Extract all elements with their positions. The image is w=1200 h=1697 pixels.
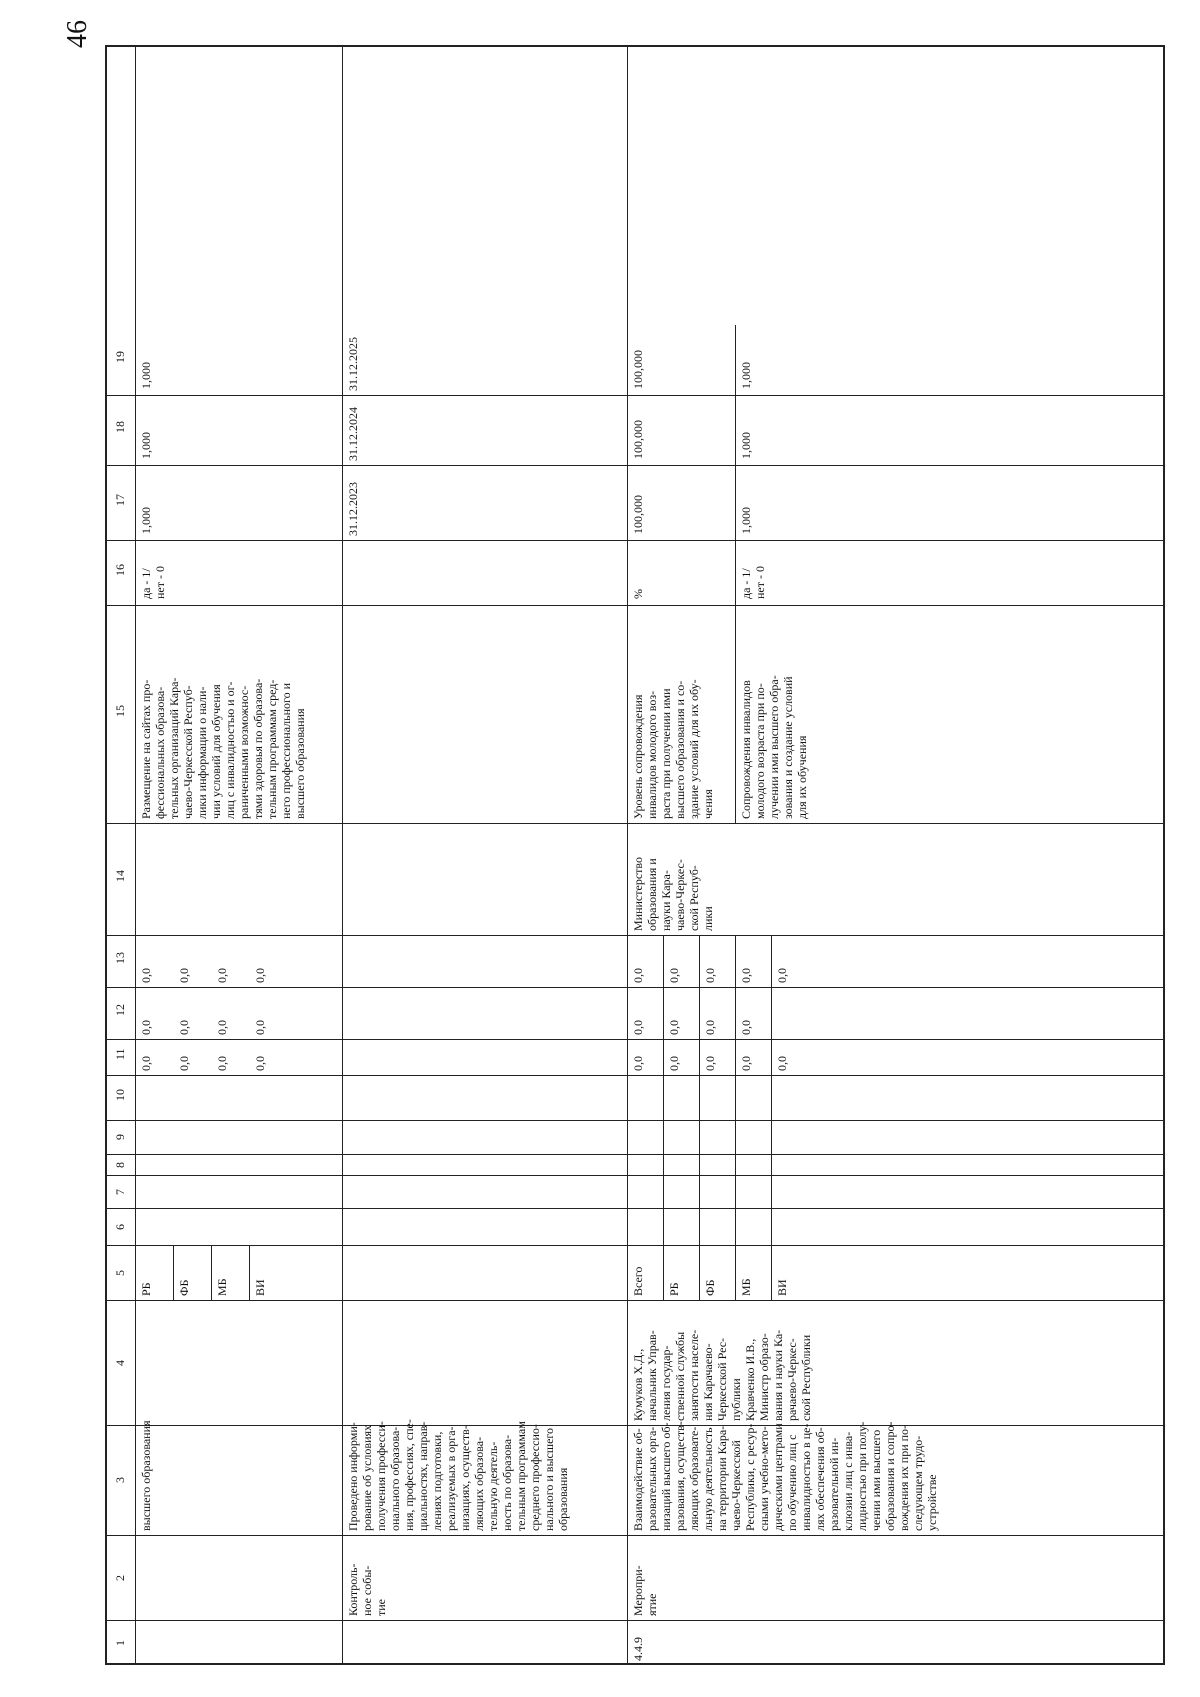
- grid-line: [105, 45, 107, 1665]
- column-number-13: 13: [113, 952, 127, 964]
- rotated-table: [105, 45, 1165, 1665]
- grid-line: [105, 605, 1165, 606]
- row-c-ind2-col19: 1,000: [739, 362, 753, 389]
- row-b-col19: 31.12.2025: [346, 337, 360, 391]
- grid-line: [627, 45, 628, 1665]
- column-number-4: 4: [113, 1360, 127, 1366]
- row-a-source-1: ФБ: [177, 1279, 191, 1296]
- column-number-8: 8: [113, 1162, 127, 1168]
- column-number-18: 18: [113, 421, 127, 433]
- row-c-col12-2: 0,0: [703, 1020, 717, 1035]
- row-c-col13-4: 0,0: [775, 968, 789, 983]
- row-c-ind1-col17: 100,000: [631, 495, 645, 534]
- row-c-ind2-col18: 1,000: [739, 432, 753, 459]
- grid-line: [105, 1075, 1165, 1076]
- column-number-17: 17: [113, 494, 127, 506]
- row-b-col2: Контроль- ное собы- тие: [346, 1563, 388, 1616]
- grid-line: [105, 1535, 1165, 1536]
- row-c-ind1-col16: %: [631, 589, 645, 599]
- grid-line: [105, 1620, 1165, 1621]
- row-c-source-4: ВИ: [775, 1279, 789, 1296]
- row-c-col1: 4.4.9: [631, 1637, 645, 1661]
- row-c-ind2-col16: да - 1/ нет - 0: [739, 566, 767, 599]
- column-number-5: 5: [113, 1270, 127, 1276]
- column-number-7: 7: [113, 1189, 127, 1195]
- row-c-ind2-col15: Сопровождения инвалидов молодого возраста при по- лучении ими высшего обра- зования и создание условий для их обучения: [739, 675, 809, 819]
- row-a-source-2: МБ: [215, 1278, 229, 1296]
- row-c-col3: Взаимодействие об- разовательных орга- низаций высшего об- разования, осуществ- ляющих образовате- льную деятельность на территории Кара- чаево-Черкесской Республики, с ресур- сными учебно-мето- дическими центрами по обучению лиц с инвалидностью в це- лях обеспечения об- разовательной ин- клюзии лиц с инва- лидностью при полу- чении ими высшего образования и сопро- вождения их при по- следующем трудо- устройстве: [631, 1421, 939, 1531]
- grid-line: [105, 1245, 1165, 1246]
- grid-line: [105, 1039, 1165, 1040]
- row-c-col14: Министерство образования и науки Кара- чаево-Черкес- ской Респуб- лики: [631, 857, 715, 931]
- column-number-1: 1: [113, 1640, 127, 1646]
- grid-line: [735, 325, 736, 823]
- grid-line: [771, 935, 772, 1300]
- row-a-col12-2: 0,0: [215, 1020, 229, 1035]
- row-a-col13-1: 0,0: [177, 968, 191, 983]
- row-c-col12-1: 0,0: [667, 1020, 681, 1035]
- grid-line: [105, 540, 1165, 541]
- row-c-col13-3: 0,0: [739, 968, 753, 983]
- grid-line: [1163, 45, 1165, 1665]
- row-a-col11-1: 0,0: [177, 1056, 191, 1071]
- grid-line: [249, 1245, 250, 1300]
- row-b-col17: 31.12.2023: [346, 482, 360, 536]
- row-b-col3: Проведено информи- рование об условиях получения професси- онального образова- ния, профессиях, спе- циальностях, направ- лениях подготовки, реализуемых в орга- низациях, осуществ- ляющих образова- тельную деятель- ность по образова- тельным программам среднего профессио- нального и высшего образования: [346, 1419, 570, 1531]
- row-a-col16: да - 1/ нет - 0: [139, 566, 167, 599]
- column-number-12: 12: [113, 1004, 127, 1016]
- row-a-col11-3: 0,0: [253, 1056, 267, 1071]
- row-c-col11-3: 0,0: [739, 1056, 753, 1071]
- row-c-col2: Меропри- ятие: [631, 1565, 659, 1616]
- grid-line: [735, 935, 736, 1300]
- grid-line: [105, 465, 1165, 466]
- row-c-col11-1: 0,0: [667, 1056, 681, 1071]
- grid-line: [105, 395, 1165, 396]
- row-c-ind2-col17: 1,000: [739, 507, 753, 534]
- column-number-6: 6: [113, 1224, 127, 1230]
- row-a-col12-0: 0,0: [139, 1020, 153, 1035]
- grid-line: [105, 1120, 1165, 1121]
- column-number-2: 2: [113, 1575, 127, 1581]
- row-c-col11-4: 0,0: [775, 1056, 789, 1071]
- row-c-col13-1: 0,0: [667, 968, 681, 983]
- row-a-col12-3: 0,0: [253, 1020, 267, 1035]
- row-c-col12-0: 0,0: [631, 1020, 645, 1035]
- grid-line: [105, 1208, 1165, 1209]
- grid-line: [663, 935, 664, 1300]
- column-number-16: 16: [113, 564, 127, 576]
- grid-line: [211, 1245, 212, 1300]
- grid-line: [105, 1663, 1165, 1665]
- page-number: 46: [62, 20, 93, 48]
- row-c-source-1: РБ: [667, 1282, 681, 1296]
- row-c-col13-2: 0,0: [703, 968, 717, 983]
- row-c-col4: Кумуков Х.Д., начальник Управ- ления государ- ственной службы занятости населе- ния Карачаево- Черкесской Рес- публики Кравченко И.В., Министр образо- вания и науки Ка- рачаево-Черкес- ской Республики: [631, 1329, 813, 1421]
- row-a-col13-0: 0,0: [139, 968, 153, 983]
- grid-line: [105, 45, 1165, 47]
- grid-line: [105, 1154, 1165, 1155]
- row-b-col18: 31.12.2024: [346, 407, 360, 461]
- grid-line: [173, 1245, 174, 1300]
- column-number-15: 15: [113, 705, 127, 717]
- row-a-col12-1: 0,0: [177, 1020, 191, 1035]
- row-a-col3: высшего образования: [139, 1420, 153, 1531]
- grid-line: [105, 987, 1165, 988]
- grid-line: [105, 935, 1165, 936]
- column-number-19: 19: [113, 351, 127, 363]
- column-number-11: 11: [113, 1048, 127, 1060]
- column-number-9: 9: [113, 1134, 127, 1140]
- row-c-col11-2: 0,0: [703, 1056, 717, 1071]
- row-c-ind1-col15: Уровень сопровождения инвалидов молодого воз- раста при получении ими высшего образования и со- здание условий для их обу- чения: [631, 679, 715, 819]
- row-c-ind1-col18: 100,000: [631, 420, 645, 459]
- row-c-col13-0: 0,0: [631, 968, 645, 983]
- grid-line: [105, 823, 1165, 824]
- row-c-col11-0: 0,0: [631, 1056, 645, 1071]
- column-number-3: 3: [113, 1477, 127, 1483]
- grid-line: [342, 45, 343, 1665]
- row-c-source-2: ФБ: [703, 1279, 717, 1296]
- row-a-source-3: ВИ: [253, 1279, 267, 1296]
- grid-line: [105, 1300, 1165, 1301]
- row-a-col13-3: 0,0: [253, 968, 267, 983]
- row-c-source-3: МБ: [739, 1278, 753, 1296]
- row-c-ind1-col19: 100,000: [631, 350, 645, 389]
- row-a-col19: 1,000: [139, 362, 153, 389]
- grid-line: [105, 1175, 1165, 1176]
- column-number-10: 10: [113, 1089, 127, 1101]
- row-a-col11-2: 0,0: [215, 1056, 229, 1071]
- row-a-col18: 1,000: [139, 432, 153, 459]
- column-number-14: 14: [113, 870, 127, 882]
- row-c-source-0: Всего: [631, 1266, 645, 1296]
- row-a-source-0: РБ: [139, 1282, 153, 1296]
- grid-line: [699, 935, 700, 1300]
- row-a-col17: 1,000: [139, 507, 153, 534]
- row-a-col11-0: 0,0: [139, 1056, 153, 1071]
- grid-line: [135, 45, 136, 1665]
- row-a-col15: Размещение на сайтах про- фессиональных образова- тельных организаций Кара- чаево-Черкесской Респуб- лики информации о нали- чии условий для обучения лиц с инвалидностью и ог- раниченными возможнос- тями здоровья по образова- тельным программам сред- него профессионального и высшего образования: [139, 677, 307, 819]
- row-a-col13-2: 0,0: [215, 968, 229, 983]
- row-c-col12-3: 0,0: [739, 1020, 753, 1035]
